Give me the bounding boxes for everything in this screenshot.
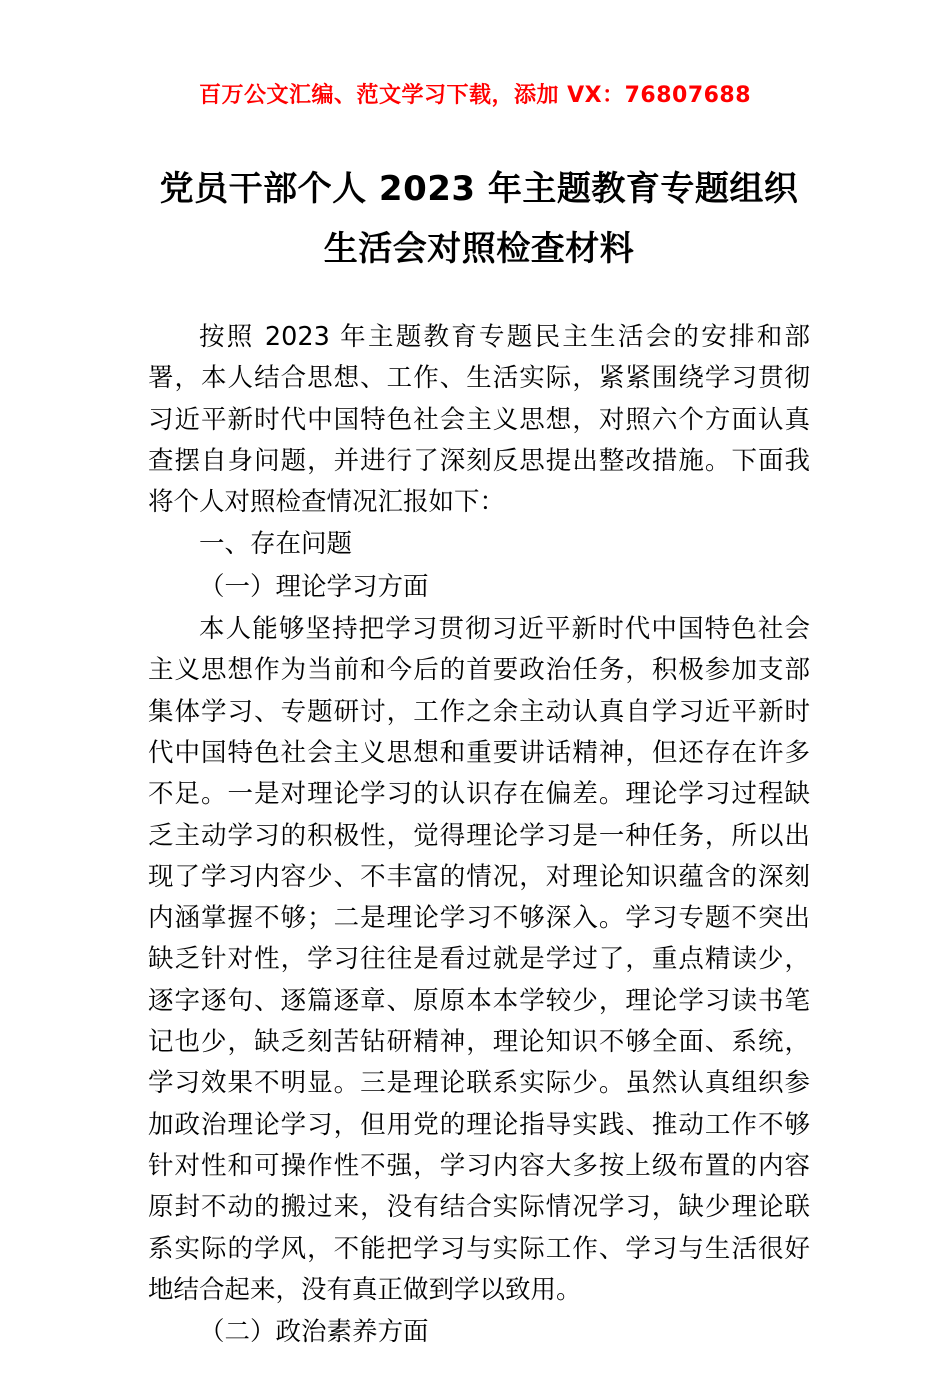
subsection-heading-one-two: （二）政治素养方面 [199, 1317, 429, 1348]
section-heading-one: 一、存在问题 [199, 529, 353, 560]
page-title: 党员干部个人 2023 年主题教育专题组织生活会对照检查材料 [159, 169, 799, 269]
paragraph-intro: 按照 2023 年主题教育专题民主生活会的安排和部署，本人结合思想、工作、生活实际，紧紧围绕学习贯彻习近平新时代中国特色社会主义思想，对照六个方面认真查摆自身问题，并进行了深刻反思提出整改措施。下面我将个人对照检查情况汇报如下： [148, 322, 810, 518]
paragraph-theory-study: 本人能够坚持把学习贯彻习近平新时代中国特色社会主义思想作为当前和今后的首要政治任务，积极参加支部集体学习、专题研讨，工作之余主动认真自学习近平新时代中国特色社会主义思想和重要讲话精神，但还存在许多不足。一是对理论学习的认识存在偏差。理论学习过程缺乏主动学习的积极性，觉得理论学习是一种任务，所以出现了学习内容少、不丰富的情况，对理论知识蕴含的深刻内涵掌握不够；二是理论学习不够深入。学习专题不突出缺乏针对性，学习往往是看过就是学过了，重点精读少，逐字逐句、逐篇逐章、原原本本学较少，理论学习读书笔记也少，缺乏刻苦钻研精神，理论知识不够全面、系统，学习效果不明显。三是理论联系实际少。虽然认真组织参加政治理论学习，但用党的理论指导实践、推动工作不够针对性和可操作性不强，学习内容大多按上级布置的内容原封不动的搬过来，没有结合实际情况学习，缺少理论联系实际的学风，不能把学习与实际工作、学习与生活很好地结合起来，没有真正做到学以致用。 [148, 614, 810, 1305]
watermark-text: 百万公文汇编、范文学习下载，添加 VX：76807688 [198, 83, 752, 108]
subsection-heading-one-one: （一）理论学习方面 [199, 571, 429, 602]
